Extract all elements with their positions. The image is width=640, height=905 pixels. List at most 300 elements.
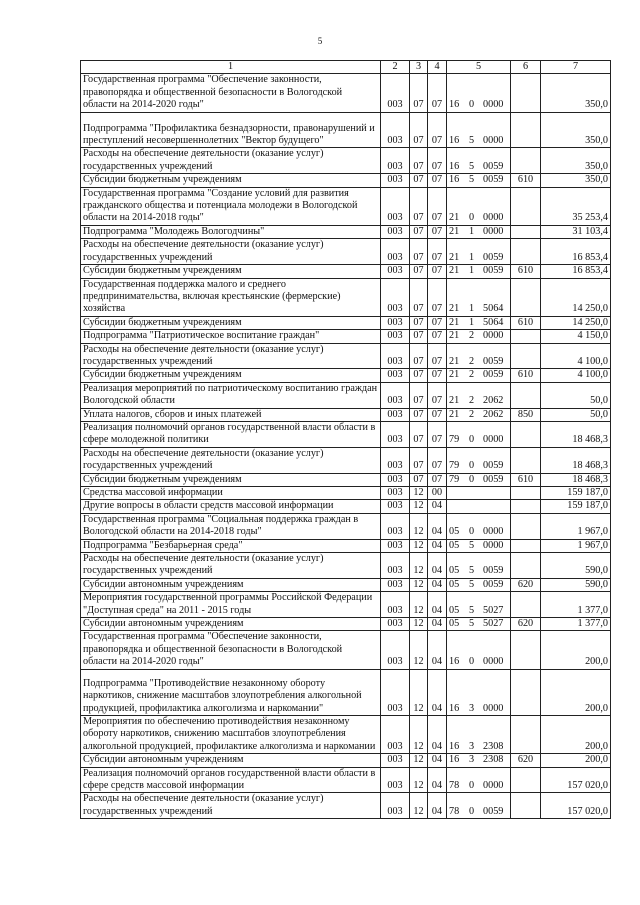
table-row <box>81 369 611 382</box>
subsection-code: 07 <box>428 447 447 473</box>
target-article-part-a: 21 <box>449 225 460 237</box>
item-name: Реализация мероприятий по патриотическому воспитанию граждан Вологодской области <box>81 382 381 408</box>
amount: 4 100,0 <box>541 343 611 369</box>
subsection-code: 07 <box>428 239 447 265</box>
ministry-code: 003 <box>381 382 410 408</box>
ministry-code: 003 <box>381 225 410 238</box>
target-article-part-b: 0 <box>469 473 475 485</box>
table-row <box>81 513 611 539</box>
target-article-part-a: 79 <box>449 460 460 472</box>
target-article-part-b: 0 <box>469 460 475 472</box>
target-article-part-b: 3 <box>469 754 475 766</box>
amount: 18 468,3 <box>541 473 611 486</box>
target-article-part-b: 1 <box>469 265 475 277</box>
expense-type-code: 850 <box>511 408 541 421</box>
expense-type-code: 610 <box>511 473 541 486</box>
target-article-part-b: 2 <box>469 395 475 407</box>
item-name: Государственная программа "Обеспечение законности, правопорядка и общественной безопасности в Вологодской области на 2014-2020 годы" <box>81 631 381 669</box>
amount: 16 853,4 <box>541 265 611 278</box>
target-article-part-a: 79 <box>449 434 460 446</box>
table-row <box>81 793 611 819</box>
item-name: Субсидии бюджетным учреждениям <box>81 316 381 329</box>
expense-type-code <box>511 539 541 552</box>
target-article-code <box>447 553 511 579</box>
section-code: 12 <box>410 513 428 539</box>
amount: 18 468,3 <box>541 421 611 447</box>
target-article-code <box>447 447 511 473</box>
table-row <box>81 669 611 715</box>
amount: 157 020,0 <box>541 793 611 819</box>
target-article-part-c: 0059 <box>483 578 504 590</box>
target-article-part-b: 0 <box>469 805 475 817</box>
subsection-code: 07 <box>428 187 447 225</box>
item-name: Подпрограмма "Противодействие незаконному обороту наркотиков, снижение масштабов злоупотребления алкогольной продукцией, профилактика алкоголизма и наркомании" <box>81 669 381 715</box>
target-article-code <box>447 618 511 631</box>
section-code: 07 <box>410 473 428 486</box>
target-article-code <box>447 754 511 767</box>
target-article-part-a: 21 <box>449 369 460 381</box>
subsection-code: 04 <box>428 793 447 819</box>
target-article-part-a: 21 <box>449 212 460 224</box>
amount: 16 853,4 <box>541 239 611 265</box>
ministry-code: 003 <box>381 553 410 579</box>
target-article-part-b: 2 <box>469 355 475 367</box>
target-article-part-c: 0000 <box>483 434 504 446</box>
item-name: Расходы на обеспечение деятельности (оказание услуг) государственных учреждений <box>81 447 381 473</box>
expense-type-code <box>511 767 541 793</box>
ministry-code: 003 <box>381 754 410 767</box>
section-code: 07 <box>410 174 428 187</box>
ministry-code: 003 <box>381 112 410 148</box>
target-article-code <box>447 408 511 421</box>
ministry-code: 003 <box>381 487 410 500</box>
header-col-6: 6 <box>511 61 541 74</box>
section-code: 07 <box>410 382 428 408</box>
item-name: Субсидии бюджетным учреждениям <box>81 174 381 187</box>
target-article-code <box>447 330 511 343</box>
target-article-part-b: 1 <box>469 303 475 315</box>
item-name: Расходы на обеспечение деятельности (оказание услуг) государственных учреждений <box>81 343 381 369</box>
expense-type-code <box>511 382 541 408</box>
expense-type-code: 610 <box>511 265 541 278</box>
target-article-code <box>447 112 511 148</box>
target-article-code <box>447 500 511 513</box>
item-name: Государственная программа "Создание условий для развития гражданского общества и потенциала молодежи в Вологодской области на 2014-2018 годы" <box>81 187 381 225</box>
amount: 157 020,0 <box>541 767 611 793</box>
section-code: 07 <box>410 187 428 225</box>
ministry-code: 003 <box>381 793 410 819</box>
header-col-3: 3 <box>410 61 428 74</box>
target-article-code <box>447 369 511 382</box>
ministry-code: 003 <box>381 343 410 369</box>
expense-type-code <box>511 187 541 225</box>
subsection-code: 07 <box>428 265 447 278</box>
item-name: Субсидии автономным учреждениям <box>81 578 381 591</box>
section-code: 07 <box>410 330 428 343</box>
table-row <box>81 754 611 767</box>
target-article-part-b: 1 <box>469 251 475 263</box>
ministry-code: 003 <box>381 447 410 473</box>
subsection-code: 04 <box>428 715 447 753</box>
table-row <box>81 500 611 513</box>
target-article-part-c: 0059 <box>483 473 504 485</box>
section-code: 07 <box>410 447 428 473</box>
subsection-code: 04 <box>428 578 447 591</box>
ministry-code: 003 <box>381 578 410 591</box>
target-article-part-b: 3 <box>469 740 475 752</box>
subsection-code: 00 <box>428 487 447 500</box>
ministry-code: 003 <box>381 473 410 486</box>
header-col-4: 4 <box>428 61 447 74</box>
amount: 4 150,0 <box>541 330 611 343</box>
expense-type-code <box>511 592 541 618</box>
table-row <box>81 592 611 618</box>
amount: 350,0 <box>541 112 611 148</box>
table-row <box>81 239 611 265</box>
ministry-code: 003 <box>381 421 410 447</box>
target-article-part-b: 0 <box>469 99 475 111</box>
target-article-code <box>447 631 511 669</box>
target-article-part-a: 21 <box>449 251 460 263</box>
subsection-code: 07 <box>428 369 447 382</box>
subsection-code: 04 <box>428 513 447 539</box>
expense-type-code <box>511 74 541 112</box>
table-row <box>81 715 611 753</box>
table-row <box>81 265 611 278</box>
subsection-code: 07 <box>428 473 447 486</box>
amount: 350,0 <box>541 74 611 112</box>
target-article-part-c: 0000 <box>483 225 504 237</box>
ministry-code: 003 <box>381 265 410 278</box>
item-name: Субсидии бюджетным учреждениям <box>81 473 381 486</box>
table-row <box>81 148 611 174</box>
target-article-code <box>447 382 511 408</box>
target-article-code <box>447 225 511 238</box>
section-code: 12 <box>410 578 428 591</box>
target-article-part-c: 2062 <box>483 408 504 420</box>
table-row <box>81 316 611 329</box>
table-row <box>81 539 611 552</box>
subsection-code: 04 <box>428 539 447 552</box>
subsection-code: 07 <box>428 148 447 174</box>
target-article-code <box>447 174 511 187</box>
target-article-part-c: 0059 <box>483 460 504 472</box>
target-article-part-b: 2 <box>469 330 475 342</box>
item-name: Государственная программа "Обеспечение законности, правопорядка и общественной безопасности в Вологодской области на 2014-2020 годы" <box>81 74 381 112</box>
target-article-code <box>447 316 511 329</box>
amount: 590,0 <box>541 553 611 579</box>
table-row <box>81 74 611 112</box>
target-article-part-a: 05 <box>449 565 460 577</box>
item-name: Подпрограмма "Безбарьерная среда" <box>81 539 381 552</box>
subsection-code: 07 <box>428 421 447 447</box>
section-code: 07 <box>410 239 428 265</box>
table-row <box>81 447 611 473</box>
target-article-part-b: 0 <box>469 212 475 224</box>
target-article-part-b: 5 <box>469 174 475 186</box>
section-code: 12 <box>410 500 428 513</box>
target-article-part-b: 5 <box>469 565 475 577</box>
target-article-code <box>447 715 511 753</box>
ministry-code: 003 <box>381 74 410 112</box>
target-article-part-c: 0000 <box>483 779 504 791</box>
target-article-part-c: 0059 <box>483 805 504 817</box>
target-article-part-a: 16 <box>449 160 460 172</box>
target-article-part-a: 21 <box>449 330 460 342</box>
ministry-code: 003 <box>381 369 410 382</box>
section-code: 12 <box>410 715 428 753</box>
amount: 200,0 <box>541 631 611 669</box>
section-code: 07 <box>410 225 428 238</box>
target-article-code <box>447 278 511 316</box>
target-article-part-c: 0000 <box>483 702 504 714</box>
item-name: Мероприятия по обеспечению противодействия незаконному обороту наркотиков, снижению масштабов злоупотребления алкогольной продукцией, профилактике алкоголизма и наркомании <box>81 715 381 753</box>
target-article-part-a: 16 <box>449 740 460 752</box>
section-code: 12 <box>410 618 428 631</box>
expense-type-code: 610 <box>511 369 541 382</box>
target-article-code <box>447 592 511 618</box>
table-row <box>81 767 611 793</box>
expense-type-code <box>511 487 541 500</box>
item-name: Субсидии автономным учреждениям <box>81 618 381 631</box>
item-name: Расходы на обеспечение деятельности (оказание услуг) государственных учреждений <box>81 553 381 579</box>
subsection-code: 07 <box>428 174 447 187</box>
target-article-part-b: 2 <box>469 408 475 420</box>
table-row <box>81 553 611 579</box>
target-article-part-a: 21 <box>449 355 460 367</box>
target-article-part-b: 0 <box>469 779 475 791</box>
target-article-part-b: 1 <box>469 225 475 237</box>
target-article-part-c: 0000 <box>483 539 504 551</box>
target-article-part-b: 5 <box>469 135 475 147</box>
subsection-code: 04 <box>428 669 447 715</box>
item-name: Субсидии бюджетным учреждениям <box>81 265 381 278</box>
ministry-code: 003 <box>381 631 410 669</box>
target-article-part-b: 3 <box>469 702 475 714</box>
target-article-code <box>447 767 511 793</box>
target-article-part-c: 5064 <box>483 316 504 328</box>
expense-type-code <box>511 112 541 148</box>
section-code: 12 <box>410 487 428 500</box>
target-article-part-a: 16 <box>449 754 460 766</box>
item-name: Подпрограмма "Патриотическое воспитание граждан" <box>81 330 381 343</box>
section-code: 12 <box>410 539 428 552</box>
target-article-part-a: 05 <box>449 604 460 616</box>
header-col-1: 1 <box>81 61 381 74</box>
table-row <box>81 343 611 369</box>
target-article-part-a: 78 <box>449 779 460 791</box>
target-article-code <box>447 148 511 174</box>
target-article-code <box>447 578 511 591</box>
target-article-part-a: 21 <box>449 316 460 328</box>
table-row <box>81 382 611 408</box>
target-article-part-a: 16 <box>449 656 460 668</box>
expense-type-code <box>511 715 541 753</box>
item-name: Мероприятия государственной программы Российской Федерации "Доступная среда" на 2011 - 2015 годы <box>81 592 381 618</box>
ministry-code: 003 <box>381 500 410 513</box>
amount: 50,0 <box>541 382 611 408</box>
section-code: 07 <box>410 265 428 278</box>
section-code: 12 <box>410 631 428 669</box>
expense-type-code: 610 <box>511 316 541 329</box>
section-code: 07 <box>410 74 428 112</box>
expense-type-code <box>511 793 541 819</box>
target-article-part-c: 5027 <box>483 618 504 630</box>
amount: 1 967,0 <box>541 513 611 539</box>
subsection-code: 04 <box>428 500 447 513</box>
subsection-code: 07 <box>428 408 447 421</box>
expense-type-code <box>511 500 541 513</box>
subsection-code: 07 <box>428 343 447 369</box>
subsection-code: 07 <box>428 74 447 112</box>
amount: 1 967,0 <box>541 539 611 552</box>
target-article-code <box>447 513 511 539</box>
subsection-code: 07 <box>428 330 447 343</box>
expense-type-code <box>511 553 541 579</box>
amount: 35 253,4 <box>541 187 611 225</box>
target-article-part-b: 5 <box>469 578 475 590</box>
subsection-code: 04 <box>428 767 447 793</box>
amount: 200,0 <box>541 669 611 715</box>
ministry-code: 003 <box>381 330 410 343</box>
table-row <box>81 631 611 669</box>
expense-type-code <box>511 278 541 316</box>
target-article-part-a: 78 <box>449 805 460 817</box>
table-row <box>81 278 611 316</box>
item-name: Реализация полномочий органов государственной власти области в сфере средств массовой информации <box>81 767 381 793</box>
target-article-part-b: 5 <box>469 618 475 630</box>
expense-type-code <box>511 447 541 473</box>
section-code: 12 <box>410 592 428 618</box>
target-article-part-c: 0059 <box>483 174 504 186</box>
table-row <box>81 578 611 591</box>
target-article-part-b: 0 <box>469 656 475 668</box>
expense-type-code: 620 <box>511 618 541 631</box>
target-article-part-a: 05 <box>449 618 460 630</box>
section-code: 12 <box>410 754 428 767</box>
ministry-code: 003 <box>381 592 410 618</box>
ministry-code: 003 <box>381 239 410 265</box>
amount: 1 377,0 <box>541 618 611 631</box>
target-article-part-c: 0059 <box>483 565 504 577</box>
section-code: 07 <box>410 316 428 329</box>
target-article-code <box>447 793 511 819</box>
target-article-part-c: 2308 <box>483 754 504 766</box>
amount: 18 468,3 <box>541 447 611 473</box>
subsection-code: 04 <box>428 631 447 669</box>
subsection-code: 07 <box>428 316 447 329</box>
subsection-code: 07 <box>428 112 447 148</box>
target-article-part-c: 0000 <box>483 99 504 111</box>
expense-type-code <box>511 343 541 369</box>
target-article-part-c: 0059 <box>483 355 504 367</box>
target-article-part-c: 0000 <box>483 656 504 668</box>
target-article-part-b: 1 <box>469 316 475 328</box>
section-code: 12 <box>410 669 428 715</box>
target-article-part-b: 2 <box>469 369 475 381</box>
ministry-code: 003 <box>381 174 410 187</box>
target-article-part-c: 0000 <box>483 330 504 342</box>
section-code: 12 <box>410 553 428 579</box>
item-name: Государственная программа "Социальная поддержка граждан в Вологодской области на 2014-2018 годы" <box>81 513 381 539</box>
target-article-part-a: 79 <box>449 473 460 485</box>
expense-type-code <box>511 513 541 539</box>
target-article-part-a: 16 <box>449 99 460 111</box>
expense-type-code <box>511 239 541 265</box>
target-article-code <box>447 74 511 112</box>
header-col-5: 5 <box>447 61 511 74</box>
target-article-part-a: 16 <box>449 702 460 714</box>
target-article-part-c: 5027 <box>483 604 504 616</box>
target-article-part-c: 2062 <box>483 395 504 407</box>
target-article-part-c: 0059 <box>483 251 504 263</box>
target-article-part-c: 0059 <box>483 265 504 277</box>
header-row <box>81 61 611 74</box>
target-article-part-a: 05 <box>449 526 460 538</box>
amount: 159 187,0 <box>541 487 611 500</box>
target-article-part-c: 0000 <box>483 135 504 147</box>
amount: 50,0 <box>541 408 611 421</box>
subsection-code: 04 <box>428 592 447 618</box>
target-article-part-c: 0000 <box>483 212 504 224</box>
item-name: Подпрограмма "Профилактика безнадзорности, правонарушений и преступлений несовершеннолетних "Вектор будущего" <box>81 112 381 148</box>
target-article-part-b: 5 <box>469 604 475 616</box>
table-row <box>81 408 611 421</box>
expense-type-code <box>511 669 541 715</box>
ministry-code: 003 <box>381 669 410 715</box>
target-article-code <box>447 421 511 447</box>
amount: 200,0 <box>541 754 611 767</box>
table-row <box>81 174 611 187</box>
amount: 350,0 <box>541 148 611 174</box>
table-row <box>81 330 611 343</box>
target-article-code <box>447 669 511 715</box>
subsection-code: 04 <box>428 553 447 579</box>
section-code: 07 <box>410 343 428 369</box>
ministry-code: 003 <box>381 618 410 631</box>
target-article-part-a: 21 <box>449 408 460 420</box>
target-article-code <box>447 487 511 500</box>
target-article-part-b: 0 <box>469 526 475 538</box>
item-name: Государственная поддержка малого и среднего предпринимательства, включая крестьянские (фермерские) хозяйства <box>81 278 381 316</box>
target-article-code <box>447 473 511 486</box>
section-code: 12 <box>410 767 428 793</box>
ministry-code: 003 <box>381 767 410 793</box>
target-article-part-c: 5064 <box>483 303 504 315</box>
amount: 14 250,0 <box>541 316 611 329</box>
subsection-code: 04 <box>428 754 447 767</box>
target-article-code <box>447 265 511 278</box>
item-name: Расходы на обеспечение деятельности (оказание услуг) государственных учреждений <box>81 793 381 819</box>
expense-type-code: 610 <box>511 174 541 187</box>
section-code: 07 <box>410 278 428 316</box>
expense-type-code <box>511 631 541 669</box>
target-article-part-b: 5 <box>469 160 475 172</box>
amount: 590,0 <box>541 578 611 591</box>
item-name: Субсидии бюджетным учреждениям <box>81 369 381 382</box>
table-row <box>81 487 611 500</box>
ministry-code: 003 <box>381 187 410 225</box>
item-name: Субсидии автономным учреждениям <box>81 754 381 767</box>
expense-type-code <box>511 421 541 447</box>
target-article-code <box>447 343 511 369</box>
table-row <box>81 187 611 225</box>
ministry-code: 003 <box>381 316 410 329</box>
section-code: 07 <box>410 148 428 174</box>
target-article-code <box>447 187 511 225</box>
target-article-part-a: 05 <box>449 539 460 551</box>
section-code: 07 <box>410 421 428 447</box>
